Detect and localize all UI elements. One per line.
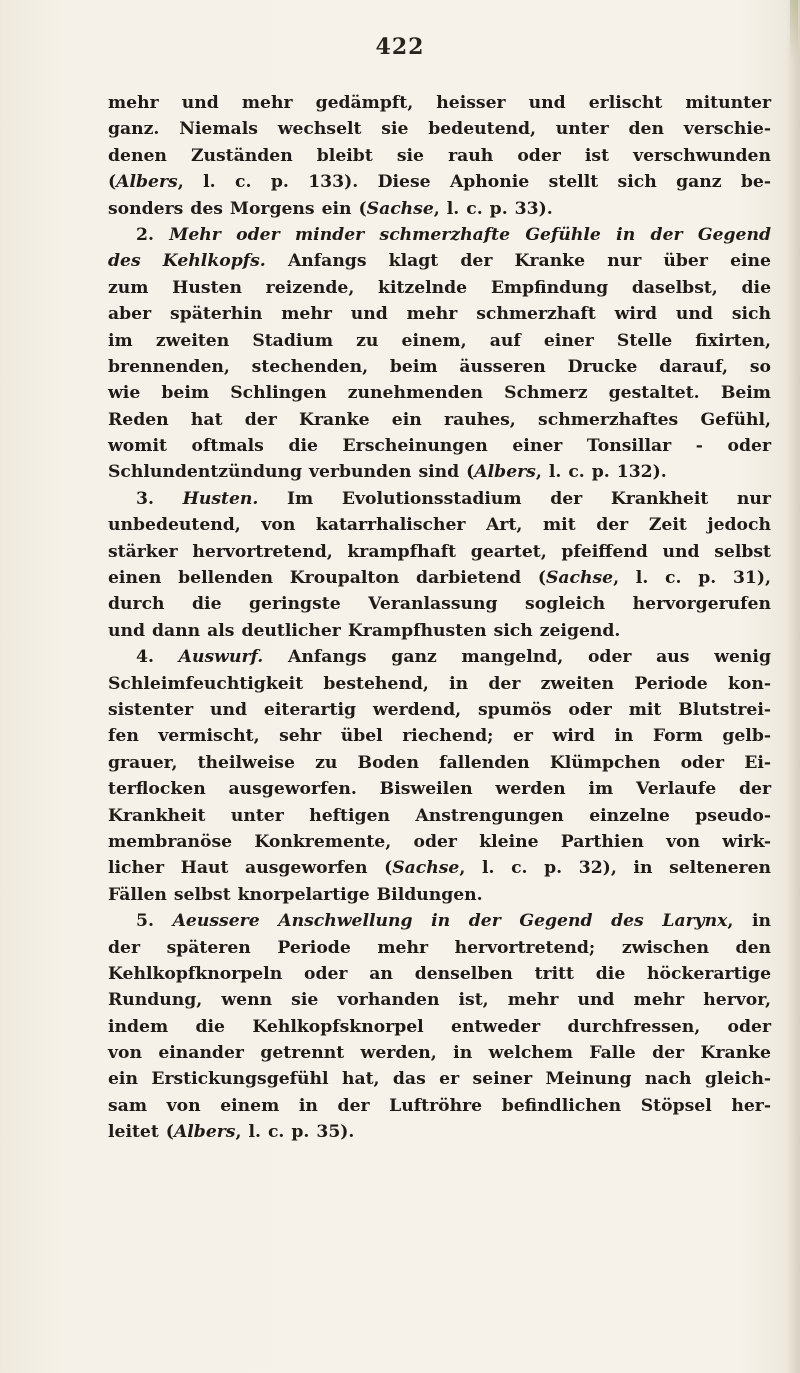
- text-run: aber späterhin mehr und mehr schmerzhaft wird und sich: [108, 304, 771, 325]
- text-run: wie beim Schlingen zunehmenden Schmerz gestaltet. Beim: [108, 383, 771, 404]
- text-line: [108, 328, 771, 354]
- text-line: [108, 961, 771, 987]
- text-run: 3.: [136, 488, 183, 509]
- text-run: einen bellenden Kroupalton darbietend (: [108, 568, 546, 589]
- page-number: 422: [375, 34, 425, 60]
- text-run: grauer, theilweise zu Boden fallenden Klümpchen oder Ei-: [108, 752, 771, 773]
- text-run: leitet (: [108, 1122, 174, 1143]
- italic-text: Sachse: [392, 858, 460, 879]
- body-text: [108, 90, 771, 1146]
- italic-text: des Kehlkopfs.: [108, 251, 266, 272]
- text-run: zum Husten reizende, kitzelnde Empfindung daselbst, die: [108, 277, 771, 298]
- text-line: [108, 908, 771, 934]
- text-line: [108, 1014, 771, 1040]
- text-run: sonders des Morgens ein (: [108, 198, 367, 219]
- text-line: [108, 697, 771, 723]
- text-run: fen vermischt, sehr übel riechend; er wird in Form gelb-: [108, 726, 771, 747]
- text-line: [108, 143, 771, 169]
- text-run: , l. c. p. 132).: [535, 462, 667, 483]
- text-run: mehr und mehr gedämpft, heisser und erlischt mitunter: [108, 93, 771, 113]
- text-line: [108, 275, 771, 301]
- text-line: [108, 882, 771, 908]
- text-line: [108, 1040, 771, 1066]
- text-line: [108, 354, 771, 380]
- text-run: , l. c. p. 31),: [613, 568, 772, 589]
- text-run: stärker hervortretend, krampfhaft geartet, pfeiffend und selbst: [108, 541, 771, 562]
- text-run: der späteren Periode mehr hervortretend; zwischen den: [108, 937, 771, 958]
- text-line: [108, 512, 771, 538]
- text-line: [108, 855, 771, 881]
- text-run: unbedeutend, von katarrhalischer Art, mit der Zeit jedoch: [108, 515, 771, 536]
- text-run: Schlundentzündung verbunden sind (: [108, 462, 475, 483]
- text-run: Anfangs ganz mangelnd, oder aus wenig: [263, 647, 771, 668]
- text-run: und dann als deutlicher Krampfhusten sich zeigend.: [108, 620, 621, 641]
- text-run: Kehlkopfknorpeln oder an denselben tritt die höckerartige: [108, 963, 771, 984]
- text-line: [108, 169, 771, 195]
- text-run: Fällen selbst knorpelartige Bildungen.: [108, 884, 483, 905]
- text-run: , l. c. p. 133). Diese Aphonie stellt sich ganz be-: [177, 172, 771, 193]
- text-line: [108, 433, 771, 459]
- italic-text: Albers: [173, 1122, 236, 1143]
- text-line: [108, 196, 771, 222]
- italic-text: Aeussere Anschwellung in der Gegend des Larynx: [172, 911, 728, 932]
- text-run: , l. c. p. 35).: [235, 1122, 355, 1143]
- text-run: im zweiten Stadium zu einem, auf einer Stelle fixirten,: [108, 330, 771, 351]
- text-run: sistenter und eiterartig werdend, spumös oder mit Blutstrei-: [108, 699, 771, 720]
- text-run: (: [108, 172, 117, 193]
- italic-text: Albers: [474, 462, 536, 483]
- text-line: [108, 407, 771, 433]
- text-run: brennenden, stechenden, beim äusseren Drucke darauf, so: [108, 356, 771, 377]
- italic-text: Sachse: [366, 198, 434, 219]
- text-line: [108, 723, 771, 749]
- text-run: licher Haut ausgeworfen (: [108, 858, 393, 879]
- text-run: , l. c. p. 33).: [433, 198, 553, 219]
- text-line: [108, 671, 771, 697]
- text-run: , l. c. p. 32), in selteneren: [459, 858, 771, 879]
- italic-text: Auswurf.: [178, 647, 264, 668]
- text-run: 4.: [136, 647, 179, 668]
- text-run: durch die geringste Veranlassung sogleich hervorgerufen: [108, 594, 771, 615]
- text-line: [108, 591, 771, 617]
- text-line: [108, 803, 771, 829]
- text-line: [108, 618, 771, 644]
- text-run: indem die Kehlkopfsknorpel entweder durchfressen, oder: [108, 1016, 771, 1037]
- text-run: sam von einem in der Luftröhre befindlichen Stöpsel her-: [108, 1095, 771, 1116]
- text-line: [108, 935, 771, 961]
- text-run: Reden hat der Kranke ein rauhes, schmerzhaftes Gefühl,: [108, 409, 771, 430]
- text-line: [108, 248, 771, 274]
- text-line: [108, 565, 771, 591]
- text-run: ganz. Niemals wechselt sie bedeutend, unter den verschie-: [108, 119, 771, 140]
- text-line: [108, 644, 771, 670]
- text-line: [108, 1119, 771, 1145]
- text-line: [108, 829, 771, 855]
- text-run: ein Erstickungsgefühl hat, das er seiner Meinung nach gleich-: [108, 1069, 771, 1090]
- text-run: Krankheit unter heftigen Anstrengungen einzelne pseudo-: [108, 805, 771, 826]
- text-line: [108, 987, 771, 1013]
- text-line: [108, 222, 771, 248]
- text-line: [108, 776, 771, 802]
- text-line: [108, 750, 771, 776]
- text-run: womit oftmals die Erscheinungen einer Tonsillar - oder: [108, 436, 771, 457]
- text-run: Rundung, wenn sie vorhanden ist, mehr und mehr hervor,: [108, 990, 771, 1011]
- text-run: von einander getrennt werden, in welchem Falle der Kranke: [108, 1043, 771, 1064]
- text-line: [108, 301, 771, 327]
- text-run: 5.: [136, 911, 173, 932]
- text-line: [108, 90, 771, 116]
- italic-text: Mehr oder minder schmerzhafte Gefühle in der Gegend: [169, 224, 771, 245]
- text-run: membranöse Konkremente, oder kleine Parthien von wirk-: [108, 831, 771, 852]
- page-edge-shadow: [786, 0, 800, 1373]
- text-line: [108, 116, 771, 142]
- text-run: Schleimfeuchtigkeit bestehend, in der zweiten Periode kon-: [108, 673, 771, 694]
- text-run: 2.: [136, 224, 170, 245]
- text-run: denen Zuständen bleibt sie rauh oder ist verschwunden: [108, 145, 771, 166]
- text-line: [108, 486, 771, 512]
- text-line: [108, 380, 771, 406]
- text-run: , in: [727, 911, 772, 932]
- page-stain: [790, 0, 798, 60]
- text-line: [108, 1093, 771, 1119]
- text-line: [108, 539, 771, 565]
- italic-text: Albers: [116, 172, 178, 193]
- italic-text: Husten.: [182, 488, 259, 509]
- text-line: [108, 1066, 771, 1092]
- italic-text: Sachse: [545, 568, 614, 589]
- text-run: terflocken ausgeworfen. Bisweilen werden im Verlaufe der: [108, 779, 771, 800]
- text-run: Anfangs klagt der Kranke nur über eine: [265, 251, 771, 272]
- text-line: [108, 459, 771, 485]
- text-run: Im Evolutionsstadium der Krankheit nur: [258, 488, 771, 509]
